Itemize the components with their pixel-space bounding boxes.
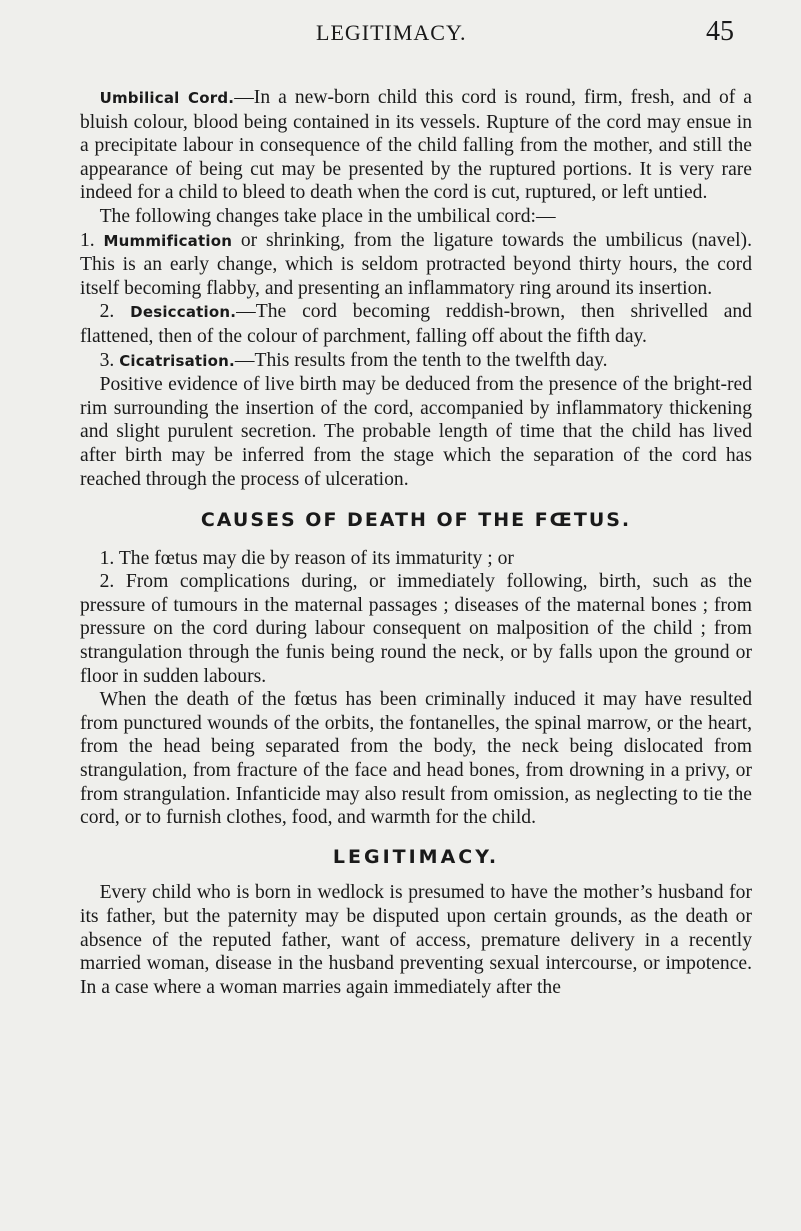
running-head [0,16,801,56]
cicatrisation-text: —This results from the tenth to the twelfth day. [234,349,608,371]
cause-1-text: 1. The fœtus may die by reason of its immaturity ; or [99,547,514,569]
page-number: 45 [706,16,734,47]
term-mummification: Mummification [103,231,233,250]
term-desiccation: Desiccation. [130,303,237,322]
paragraph-changes-intro [80,205,752,229]
criminal-death-text: When the death of the fœtus has been criminally induced it may have resulted from punctured wounds of the orbits, the fontanelles, the spinal marrow, or the heart, from the head being separated from the body, the neck being dislocated from strangulation, from fracture of the face and head bones, from drowning in a privy, or from strangulation. Infanticide may also result from omission, as neglecting to tie the cord, or to furnish clothes, food, and warmth for the child. [80,689,752,829]
paragraph-cause-2 [80,570,752,688]
change-number-3: 3. [99,349,115,371]
running-title: LEGITIMACY. [316,20,467,45]
term-cicatrisation: Cicatrisation. [119,351,235,370]
paragraph-umbilical-cord [80,86,752,205]
cause-2-text: 2. From complications during, or immediately following, birth, such as the pressure of tumours in the maternal passages ; diseases of the maternal bones ; from pressure on the cord during labour consequent on malposition of the child ; from strangulation through the funis being round the neck, or by falls upon the ground or floor in sudden labours. [80,571,752,687]
term-umbilical-cord: Umbilical Cord. [99,89,235,107]
umbilical-cord-text: —In a new-born child this cord is round, firm, fresh, and of a bluish colour, blood being contained in its vessels. Rupture of the cord may ensue in a precipitate labour in consequence of the child falling from the mother, and still the appearance of being cut may be presented by the ruptured portions. It is very rare indeed for a child to bleed to death when the cord is cut, ruptured, or left untied. [80,87,752,204]
paragraph-mummification [80,229,752,301]
mummification-text: or shrinking, from the ligature towards the umbilicus (navel). This is an early change, which is seldom protracted beyond thirty hours, the cord itself becoming flabby, and presenting an inflammatory ring around its insertion. [80,229,752,299]
body-text [80,86,752,999]
legitimacy-text: Every child who is born in wedlock is presumed to have the mother’s husband for its father, but the paternity may be disputed upon certain grounds, as the death or absence of the reputed father, want of access, premature delivery in a recently married woman, disease in the husband preventing sexual intercourse, or impotence. In a case where a woman marries again immediately after the [80,882,752,998]
paragraph-positive-evidence [80,373,752,491]
changes-intro-text: The following changes take place in the umbilical cord:— [99,205,556,227]
desiccation-text: —The cord becoming reddish-brown, then shrivelled and flattened, then of the colour of parchment, falling off about the fifth day. [80,301,752,347]
positive-evidence-text: Positive evidence of live birth may be deduced from the presence of the bright-red rim surrounding the insertion of the cord, accompanied by inflammatory thickening and slight purulent secretion. The probable length of time that the child has lived after birth may be inferred from the stage which the separation of the cord has reached through the process of ulceration. [80,374,752,490]
paragraph-cicatrisation [80,349,752,374]
change-number-1: 1. [80,229,95,251]
paragraph-legitimacy [80,881,752,999]
change-number-2: 2. [99,301,115,323]
heading-causes-of-death: CAUSES OF DEATH OF THE FŒTUS. [200,509,632,532]
paragraph-desiccation [80,300,752,348]
paragraph-criminal [80,688,752,830]
paragraph-cause-1 [80,547,752,571]
heading-legitimacy: LEGITIMACY. [332,845,500,868]
